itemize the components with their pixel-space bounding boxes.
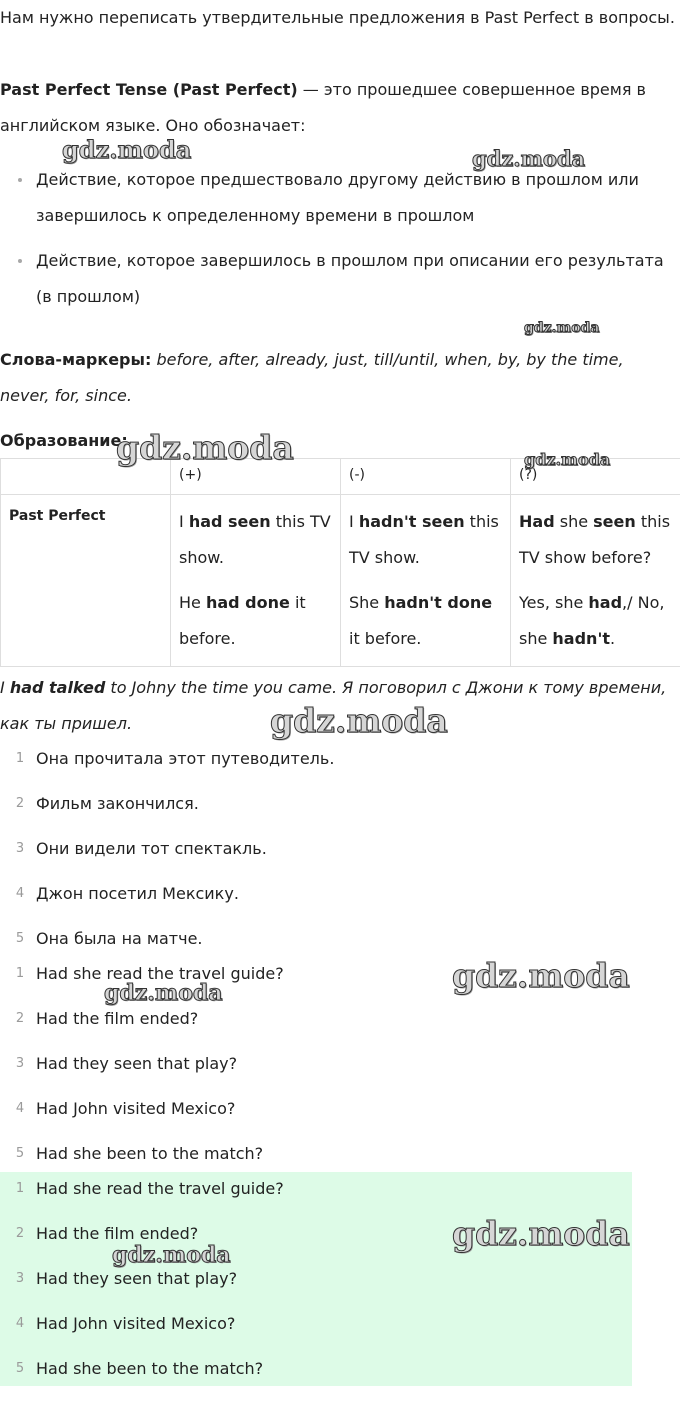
list-text: Had John visited Mexico? — [36, 1099, 236, 1118]
list-text: Они видели тот спектакль. — [36, 839, 267, 858]
table-cell-negative — [341, 495, 511, 667]
list-item — [0, 1096, 620, 1141]
definition-text: — это прошедшее совершенное время в английском языке. Оно обозначает: — [0, 80, 646, 135]
formation-label: Образование: — [0, 431, 128, 450]
table-row-label: Past Perfect — [1, 495, 171, 667]
list-number: 1 — [15, 1181, 25, 1196]
table-header-cell: (+) — [171, 459, 341, 495]
table-header-row — [1, 459, 680, 495]
watermark: gdz.moda — [452, 956, 630, 995]
table-header-cell: (?) — [511, 459, 680, 495]
question-list — [0, 961, 620, 1186]
watermark: gdz.moda — [104, 980, 223, 1006]
table-header-cell — [1, 459, 171, 495]
table-cell-positive — [171, 495, 341, 667]
example-sentence: Yes, she had,/ No, she hadn't. — [519, 593, 665, 648]
list-number: 1 — [15, 966, 25, 981]
list-text: Had she been to the match? — [36, 1359, 264, 1378]
list-number: 5 — [15, 931, 25, 946]
usage-item: Действие, которое завершилось в прошлом при описании его результата (в прошлом) — [0, 243, 675, 315]
usage-list — [0, 162, 675, 324]
list-text: Had she read the travel guide? — [36, 964, 284, 983]
list-item — [0, 1051, 620, 1096]
list-number: 4 — [15, 1101, 25, 1116]
watermark: gdz.moda — [116, 428, 294, 467]
markers-words: before, after, already, just, till/until, when, by, by the time, never, for, since. — [0, 350, 624, 405]
example-sentence: Had she seen this TV show before? — [519, 512, 671, 567]
example-sentence: He had done it before. — [179, 593, 306, 648]
list-number: 3 — [15, 841, 25, 856]
definition — [0, 72, 675, 144]
grammar-table — [0, 458, 680, 667]
watermark: gdz.moda — [112, 1242, 231, 1268]
list-item — [0, 791, 620, 836]
example-sentence: She hadn't done it before. — [349, 593, 493, 648]
marker-words — [0, 342, 675, 414]
list-number: 2 — [15, 1011, 25, 1026]
list-number: 2 — [15, 1226, 25, 1241]
russian-sentence-list — [0, 746, 620, 971]
watermark: gdz.moda — [524, 450, 611, 469]
table-row — [1, 495, 680, 667]
list-item — [0, 1176, 620, 1221]
list-item — [0, 1221, 620, 1266]
list-number: 1 — [15, 751, 25, 766]
list-text: Она была на матче. — [36, 929, 203, 948]
example-sentence-main: I had talked to Johny the time you came. Я поговорил с Джони к тому времени, как ты пришел. — [0, 678, 667, 733]
list-text: Had John visited Mexico? — [36, 1314, 236, 1333]
watermark: gdz.moda — [270, 701, 448, 740]
list-number: 4 — [15, 886, 25, 901]
list-text: Had the film ended? — [36, 1009, 199, 1028]
list-text: Had she read the travel guide? — [36, 1179, 284, 1198]
list-text: Had she been to the match? — [36, 1144, 264, 1163]
definition-term: Past Perfect Tense (Past Perfect) — [0, 80, 298, 99]
list-number: 4 — [15, 1316, 25, 1331]
watermark: gdz.moda — [472, 146, 586, 171]
list-number: 3 — [15, 1056, 25, 1071]
list-number: 3 — [15, 1271, 25, 1286]
list-text: Фильм закончился. — [36, 794, 199, 813]
intro-text: Нам нужно переписать утвердительные предложения в Past Perfect в вопросы. — [0, 8, 675, 27]
list-number: 5 — [15, 1361, 25, 1376]
watermark: gdz.moda — [452, 1214, 630, 1253]
table-cell-question — [511, 495, 680, 667]
list-item — [0, 836, 620, 881]
list-text: Had they seen that play? — [36, 1269, 238, 1288]
list-item — [0, 746, 620, 791]
watermark: gdz.moda — [524, 320, 600, 336]
answer-list — [0, 1176, 620, 1401]
list-item — [0, 1266, 620, 1311]
list-item — [0, 961, 620, 1006]
list-text: Джон посетил Мексику. — [36, 884, 239, 903]
example-sentence: I hadn't seen this TV show. — [349, 512, 499, 567]
example-sentence: I had seen this TV show. — [179, 512, 331, 567]
list-item — [0, 1311, 620, 1356]
list-text: Had they seen that play? — [36, 1054, 238, 1073]
list-number: 2 — [15, 796, 25, 811]
list-number: 5 — [15, 1146, 25, 1161]
usage-item: Действие, которое предшествовало другому действию в прошлом или завершилось к определенному времени в прошлом — [0, 162, 675, 234]
markers-label: Слова-маркеры: — [0, 350, 152, 369]
table-header-cell: (-) — [341, 459, 511, 495]
list-item — [0, 881, 620, 926]
list-item — [0, 1006, 620, 1051]
watermark: gdz.moda — [62, 135, 192, 164]
list-item — [0, 1356, 620, 1401]
list-text: Had the film ended? — [36, 1224, 199, 1243]
list-text: Она прочитала этот путеводитель. — [36, 749, 335, 768]
